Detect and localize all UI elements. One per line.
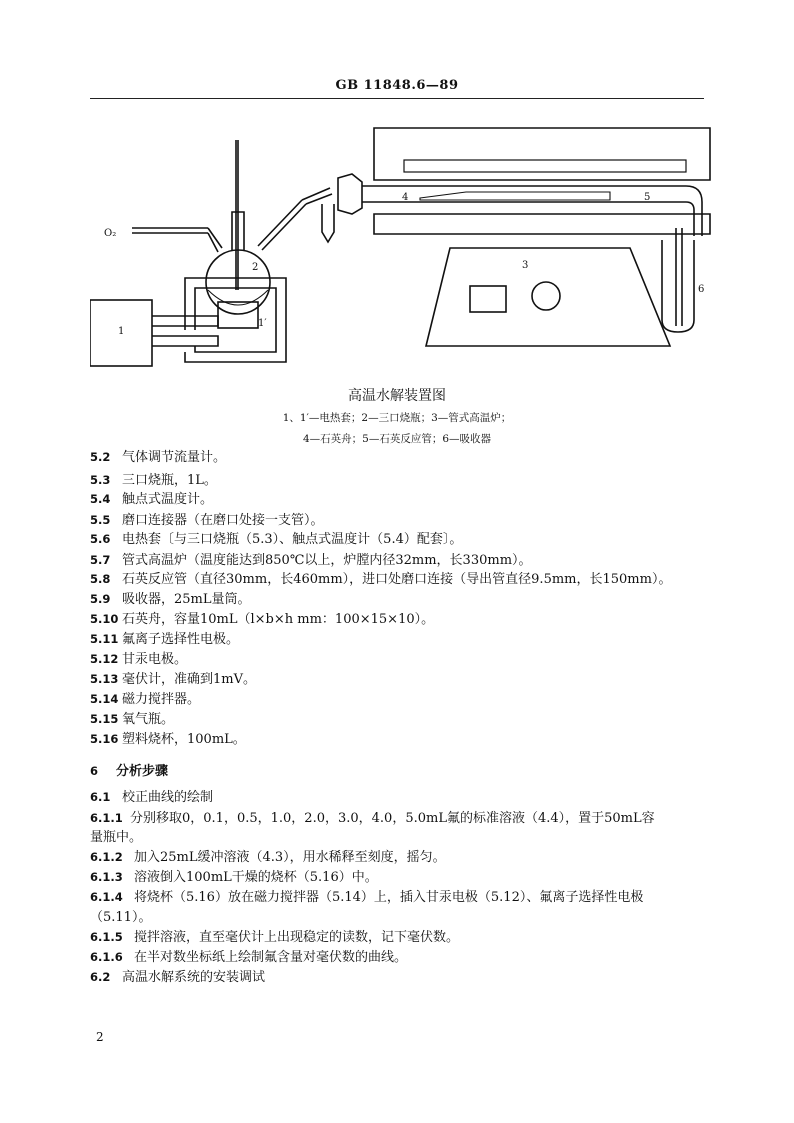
item-text: 管式高温炉（温度能达到850℃以上，炉膛内径32mm，长330mm）。 — [122, 553, 532, 568]
step-number: 6.1 — [90, 790, 111, 804]
list-item — [90, 728, 710, 747]
step-item — [90, 846, 710, 865]
item-text: 气体调节流量计。 — [122, 450, 227, 465]
item-number: 5.16 — [90, 732, 119, 746]
header-rule — [90, 98, 704, 99]
step-item — [90, 786, 710, 805]
item-text: 石英反应管（直径30mm，长460mm），进口处磨口连接（导出管直径9.5mm，长150mm）。 — [122, 572, 672, 587]
absorber — [662, 240, 694, 332]
section-number: 6 — [90, 764, 99, 778]
item-number: 5.5 — [90, 513, 111, 527]
section-title: 分析步骤 — [116, 764, 169, 779]
tube-furnace-stand — [426, 248, 670, 346]
item-text: 甘汞电极。 — [122, 652, 188, 667]
step-number: 6.2 — [90, 970, 111, 984]
item-number: 5.6 — [90, 532, 111, 546]
list-item — [90, 528, 710, 547]
item-text: 磨口连接器（在磨口处接一支管）。 — [122, 513, 324, 528]
list-item — [90, 469, 710, 488]
step-text: 在半对数坐标纸上绘制氟含量对毫伏数的曲线。 — [134, 950, 408, 965]
item-text: 触点式温度计。 — [122, 492, 214, 507]
step-text: 高温水解系统的安装调试 — [122, 970, 266, 985]
item-number: 5.10 — [90, 612, 119, 626]
step-item — [90, 886, 710, 905]
label-4: 4 — [402, 192, 409, 203]
item-text: 吸收器，25mL量筒。 — [122, 592, 251, 607]
step-number: 6.1.1 — [90, 811, 123, 825]
item-text: 三口烧瓶，1L。 — [122, 473, 217, 488]
step-number: 6.1.3 — [90, 870, 123, 884]
list-item — [90, 568, 710, 587]
list-item — [90, 688, 710, 707]
list-item — [90, 668, 710, 687]
list-item — [90, 588, 710, 607]
step-number: 6.1.5 — [90, 930, 123, 944]
step-item — [90, 946, 710, 965]
item-text: 磁力搅拌器。 — [122, 692, 201, 707]
label-1prime: 1′ — [258, 318, 267, 329]
item-number: 5.7 — [90, 553, 111, 567]
figure-legend-line-2: 4—石英舟；5—石英反应管；6—吸收器 — [302, 433, 492, 445]
item-number: 5.4 — [90, 492, 111, 506]
list-item — [90, 628, 710, 647]
label-3: 3 — [522, 260, 529, 271]
label-5: 5 — [644, 192, 651, 203]
list-item — [90, 446, 710, 465]
step-number: 6.1.2 — [90, 850, 123, 864]
item-text: 电热套〔与三口烧瓶（5.3）、触点式温度计（5.4）配套〕。 — [122, 532, 463, 547]
step-text: 搅拌溶液，直至毫伏计上出现稳定的读数，记下毫伏数。 — [134, 930, 460, 945]
item-number: 5.11 — [90, 632, 119, 646]
step-text: 加入25mL缓冲溶液（4.3），用水稀释至刻度，摇匀。 — [134, 850, 446, 865]
step-item — [90, 807, 710, 826]
item-text: 氟离子选择性电极。 — [122, 632, 240, 647]
figure-legend-line-1: 1、1′—电热套；2—三口烧瓶；3—管式高温炉； — [282, 412, 512, 424]
label-2: 2 — [252, 262, 259, 273]
item-number: 5.15 — [90, 712, 119, 726]
item-text: 氧气瓶。 — [122, 712, 175, 727]
item-number: 5.13 — [90, 672, 119, 686]
item-number: 5.8 — [90, 572, 111, 586]
item-number: 5.3 — [90, 473, 111, 487]
list-item — [90, 608, 710, 627]
step-text: 校正曲线的绘制 — [122, 790, 214, 805]
item-text: 毫伏计，准确到1mV。 — [122, 672, 256, 687]
step-text: 将烧杯（5.16）放在磁力搅拌器（5.14）上，插入甘汞电极（5.12）、氟离子选择性电极 — [134, 890, 644, 905]
label-o2: O₂ — [104, 228, 117, 239]
step-text: 溶液倒入100mL干燥的烧杯（5.16）中。 — [134, 870, 378, 885]
item-number: 5.9 — [90, 592, 111, 606]
apparatus-diagram — [90, 120, 720, 375]
list-item — [90, 509, 710, 528]
label-6: 6 — [698, 284, 705, 295]
label-1: 1 — [118, 326, 125, 337]
section-heading — [90, 760, 710, 779]
item-number: 5.2 — [90, 450, 111, 464]
figure-caption: 高温水解装置图 — [348, 388, 446, 404]
step-number: 6.1.6 — [90, 950, 123, 964]
item-text: 石英舟，容量10mL（l×b×h mm：100×15×10）。 — [122, 612, 435, 627]
page-number: 2 — [96, 1030, 104, 1044]
step-item — [90, 866, 710, 885]
step-text-continuation: （5.11）。 — [90, 910, 152, 925]
step-text-continuation: 量瓶中。 — [90, 830, 143, 845]
step-number: 6.1.4 — [90, 890, 123, 904]
list-item — [90, 708, 710, 727]
page-header: GB 11848.6—89 — [335, 78, 459, 93]
item-number: 5.14 — [90, 692, 119, 706]
list-item — [90, 549, 710, 568]
step-item — [90, 926, 710, 945]
item-number: 5.12 — [90, 652, 119, 666]
item-text: 塑料烧杯，100mL。 — [122, 732, 246, 747]
list-item — [90, 488, 710, 507]
step-item — [90, 966, 710, 985]
list-item — [90, 648, 710, 667]
step-text: 分别移取0，0.1，0.5，1.0，2.0，3.0，4.0，5.0mL氟的标准溶液（4.4），置于50mL容 — [130, 811, 655, 826]
